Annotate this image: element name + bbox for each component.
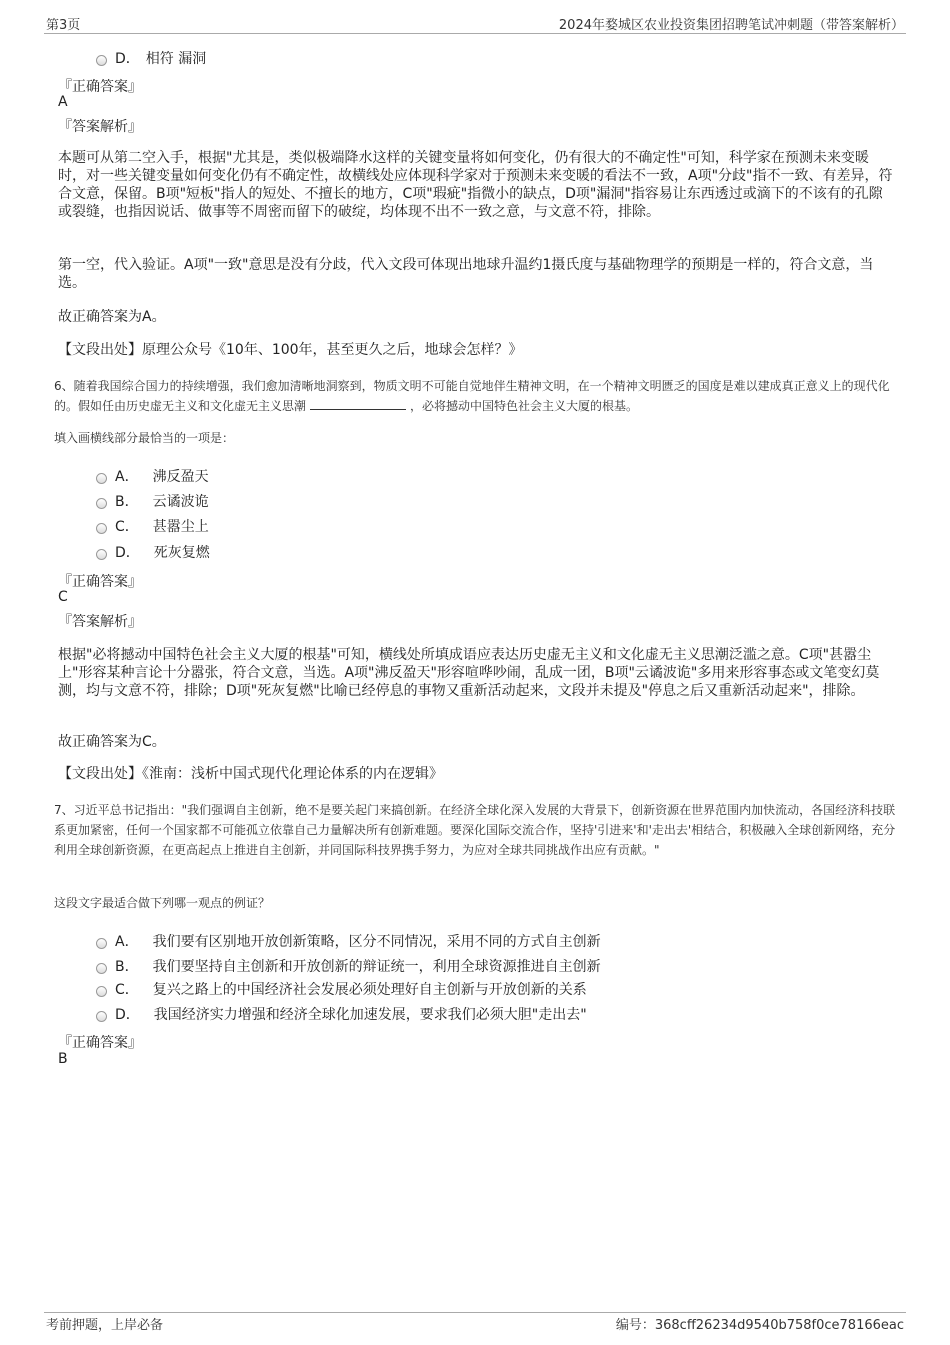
analysis-label: 『答案解析』 <box>58 614 142 630</box>
answer-label: 『正确答案』 <box>58 79 142 95</box>
q7-option-d[interactable]: D． 我国经济实力增强和经济全球化加速发展，要求我们必须大胆"走出去" <box>96 1004 587 1024</box>
question-prompt: 这段文字最适合做下列哪一观点的例证？ <box>54 896 271 910</box>
answer-label: 『正确答案』 <box>58 1035 142 1051</box>
answer-value: A <box>58 94 68 110</box>
q6-option-d[interactable]: D． 死灰复燃 <box>96 542 210 562</box>
radio-icon[interactable] <box>96 963 107 974</box>
answer-label: 『正确答案』 <box>58 574 142 590</box>
question-6-stem: 6、随着我国综合国力的持续增强，我们愈加清晰地洞察到，物质文明不可能自觉地伴生精神文明，在一个精神文明匮乏的国度是难以建成真正意义上的现代化的。假如任由历史虚无主义和文化虚无主义思潮 ，必将撼动中国特色社会主义大厦的根基。 <box>54 379 890 413</box>
source: 【文段出处】《淮南：浅析中国式现代化理论体系的内在逻辑》 <box>58 766 443 782</box>
radio-icon[interactable] <box>96 498 107 509</box>
page-number: 第3页 <box>46 18 81 33</box>
answer-blank <box>310 397 406 410</box>
question-prompt: 填入画横线部分最恰当的一项是： <box>54 431 235 445</box>
q5-option-d[interactable]: D． 相符 漏洞 <box>96 48 206 68</box>
radio-icon[interactable] <box>96 55 107 66</box>
radio-icon[interactable] <box>96 986 107 997</box>
analysis-paragraph: 本题可从第二空入手，根据"尤其是，类似极端降水这样的关键变量将如何变化，仍有很大的不确定性"可知，科学家在预测未来变暖时，对一些关键变量如何变化仍有不确定性，故横线处应体现科学家对于预测未来变暖的看法不一致，A项"分歧"指不一致、有差异，符合文意，保留。B项"短板"指人的短处、不擅长的地方，C项"瑕疵"指微小的缺点，D项"漏洞"指容易让东西透过或滴下的不该有的孔隙或裂缝，也指因说话、做事等不周密而留下的破绽，均体现不出不一致之意，与文意不符，排除。 <box>58 150 893 220</box>
q6-option-c[interactable]: C． 甚嚣尘上 <box>96 516 209 536</box>
radio-icon[interactable] <box>96 938 107 949</box>
header-divider <box>44 33 906 34</box>
q6-option-b[interactable]: B． 云谲波诡 <box>96 491 209 511</box>
question-7-stem: 7、习近平总书记指出："我们强调自主创新，绝不是要关起门来搞创新。在经济全球化深入发展的大背景下，创新资源在世界范围内加快流动，各国经济科技联系更加紧密，任何一个国家都不可能孤立依靠自己力量解决所有创新难题。要深化国际交流合作，坚持'引进来'和'走出去'相结合，积极融入全球创新网络，充分利用全球创新资源，在更高起点上推进自主创新，并同国际科技界携手努力，为应对全球共同挑战作出应有贡献。" <box>54 803 896 857</box>
q7-option-c[interactable]: C． 复兴之路上的中国经济社会发展必须处理好自主创新与开放创新的关系 <box>96 979 587 999</box>
radio-icon[interactable] <box>96 1011 107 1022</box>
analysis-label: 『答案解析』 <box>58 119 142 135</box>
analysis-paragraph: 根据"必将撼动中国特色社会主义大厦的根基"可知，横线处所填成语应表达历史虚无主义和文化虚无主义思潮泛滥之意。C项"甚嚣尘上"形容某种言论十分嚣张，符合文意，当选。A项"沸反盈天"形容喧哗吵闹，乱成一团，B项"云谲波诡"多用来形容事态或文笔变幻莫测，均与文意不符，排除；D项"死灰复燃"比喻已经停息的事物又重新活动起来，文段并未提及"停息之后又重新活动起来"，排除。 <box>58 647 880 699</box>
footer-serial: 编号：368cff26234d9540b758f0ce78166eac <box>615 1318 904 1333</box>
conclusion: 故正确答案为C。 <box>58 734 166 750</box>
analysis-paragraph: 第一空，代入验证。A项"一致"意思是没有分歧，代入文段可体现出地球升温约1摄氏度与基础物理学的预期是一样的，符合文意，当选。 <box>58 257 874 291</box>
q7-option-b[interactable]: B． 我们要坚持自主创新和开放创新的辩证统一，利用全球资源推进自主创新 <box>96 956 601 976</box>
q6-option-a[interactable]: A． 沸反盈天 <box>96 466 209 486</box>
answer-value: B <box>58 1051 68 1067</box>
radio-icon[interactable] <box>96 523 107 534</box>
answer-value: C <box>58 589 68 605</box>
radio-icon[interactable] <box>96 473 107 484</box>
footer-slogan: 考前押题，上岸必备 <box>46 1318 164 1333</box>
radio-icon[interactable] <box>96 549 107 560</box>
document-title: 2024年婺城区农业投资集团招聘笔试冲刺题（带答案解析） <box>558 18 904 33</box>
source: 【文段出处】原理公众号《10年、100年，甚至更久之后，地球会怎样？》 <box>58 342 523 358</box>
conclusion: 故正确答案为A。 <box>58 309 166 325</box>
q7-option-a[interactable]: A． 我们要有区别地开放创新策略，区分不同情况，采用不同的方式自主创新 <box>96 931 601 951</box>
footer-divider <box>44 1312 906 1313</box>
